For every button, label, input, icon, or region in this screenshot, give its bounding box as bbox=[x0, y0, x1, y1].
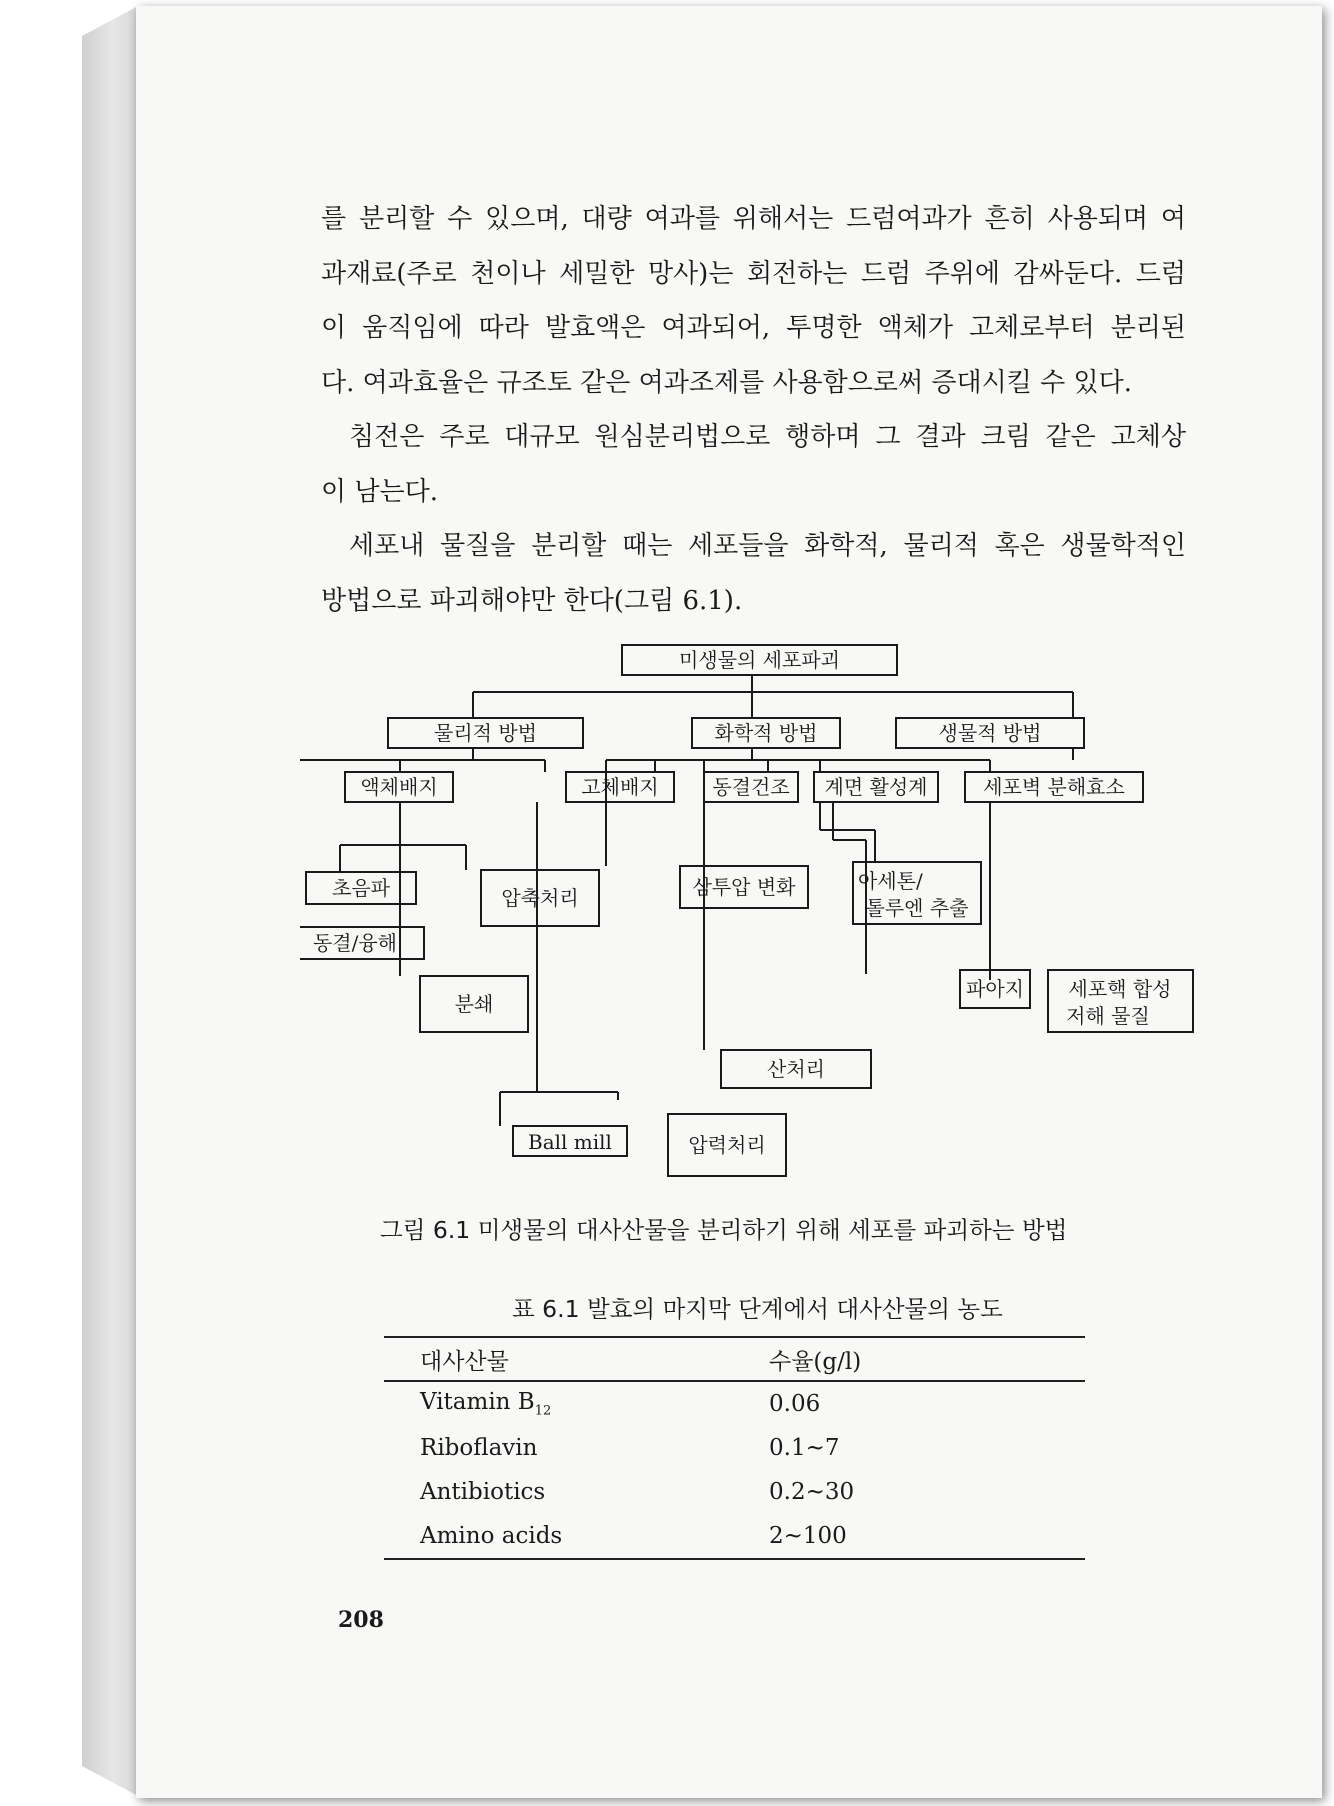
text-line: 이 움직임에 따라 발효액은 여과되어, 투명한 액체가 고체로부터 분리된 bbox=[321, 313, 1186, 343]
text-line: 이 남는다. bbox=[321, 476, 438, 507]
label-compression: 압축처리 bbox=[501, 886, 579, 910]
table-row bbox=[384, 1470, 1085, 1514]
label-grinding: 분쇄 bbox=[454, 992, 494, 1016]
text-line: 다. 여과효율은 규조토 같은 여과조제를 사용함으로써 증대시킬 수 있다. bbox=[321, 367, 1133, 398]
label-liquid: 액체배지 bbox=[360, 775, 438, 799]
header-yield: 수율(g/l) bbox=[769, 1337, 1085, 1381]
cell-value: 0.06 bbox=[769, 1391, 821, 1417]
label-ultrasound: 초음파 bbox=[332, 876, 390, 900]
label-freeze-dry: 동결건조 bbox=[712, 775, 790, 799]
label-solvent-2: 톨루엔 추출 bbox=[865, 896, 969, 920]
body-text bbox=[321, 192, 1186, 628]
cell-disruption-diagram bbox=[300, 630, 1200, 1190]
label-freeze-thaw: 동결/융해 bbox=[312, 931, 398, 955]
label-chemical: 화학적 방법 bbox=[714, 721, 818, 745]
text-line: 침전은 주로 대규모 원심분리법으로 행하며 그 결과 크림 같은 고체상 bbox=[349, 422, 1186, 452]
text-line: 를 분리할 수 있으며, 대량 여과를 위해서는 드럼여과가 흔히 사용되며 여 bbox=[321, 204, 1186, 234]
book-spine bbox=[82, 6, 138, 1796]
text-line: 과재료(주로 천이나 세밀한 망사)는 회전하는 드럼 주위에 감싸둔다. 드럼 bbox=[321, 258, 1186, 289]
yield-table bbox=[384, 1336, 1085, 1560]
label-phage: 파아지 bbox=[966, 977, 1024, 1001]
table-row bbox=[384, 1514, 1085, 1559]
label-inhibitor-2: 저해 물질 bbox=[1066, 1004, 1150, 1028]
cell-value: 0.2~30 bbox=[769, 1479, 855, 1505]
header-metabolite: 대사산물 bbox=[384, 1337, 769, 1381]
label-solvent-1: 아세톤/ bbox=[858, 869, 923, 893]
label-surfactant: 계면 활성계 bbox=[824, 775, 928, 799]
figure-caption: 그림 6.1 미생물의 대사산물을 분리하기 위해 세포를 파괴하는 방법 bbox=[380, 1216, 1068, 1244]
table-caption: 표 6.1 발효의 마지막 단계에서 대사산물의 농도 bbox=[512, 1295, 1003, 1323]
label-inhibitor-1: 세포핵 합성 bbox=[1068, 977, 1172, 1001]
label-enzyme: 세포벽 분해효소 bbox=[983, 775, 1125, 799]
label-biological: 생물적 방법 bbox=[938, 721, 1042, 745]
label-osmotic: 삼투압 변화 bbox=[692, 875, 796, 899]
label-ball-mill: Ball mill bbox=[528, 1130, 612, 1154]
text-line: 세포내 물질을 분리할 때는 세포들을 화학적, 물리적 혹은 생물학적인 bbox=[349, 531, 1186, 561]
cell-value: 2~100 bbox=[769, 1514, 1085, 1559]
text-line: 방법으로 파괴해야만 한다(그림 6.1). bbox=[321, 585, 743, 616]
label-acid: 산처리 bbox=[767, 1057, 825, 1081]
table-header-row bbox=[384, 1337, 1085, 1381]
table-row bbox=[384, 1381, 1085, 1426]
cell-name: Amino acids bbox=[384, 1514, 769, 1559]
cell-value: 0.1~7 bbox=[769, 1435, 840, 1461]
table-row bbox=[384, 1426, 1085, 1470]
cell-name: Vitamin $B_{12}$ bbox=[420, 1389, 552, 1419]
label-physical: 물리적 방법 bbox=[434, 721, 537, 745]
label-root: 미생물의 세포파괴 bbox=[679, 648, 840, 672]
label-solid: 고체배지 bbox=[581, 775, 659, 799]
cell-name: Antibiotics bbox=[420, 1479, 546, 1505]
page-number: 208 bbox=[338, 1607, 384, 1633]
cell-name: Riboflavin bbox=[420, 1435, 538, 1461]
label-pressure: 압력처리 bbox=[688, 1133, 766, 1157]
